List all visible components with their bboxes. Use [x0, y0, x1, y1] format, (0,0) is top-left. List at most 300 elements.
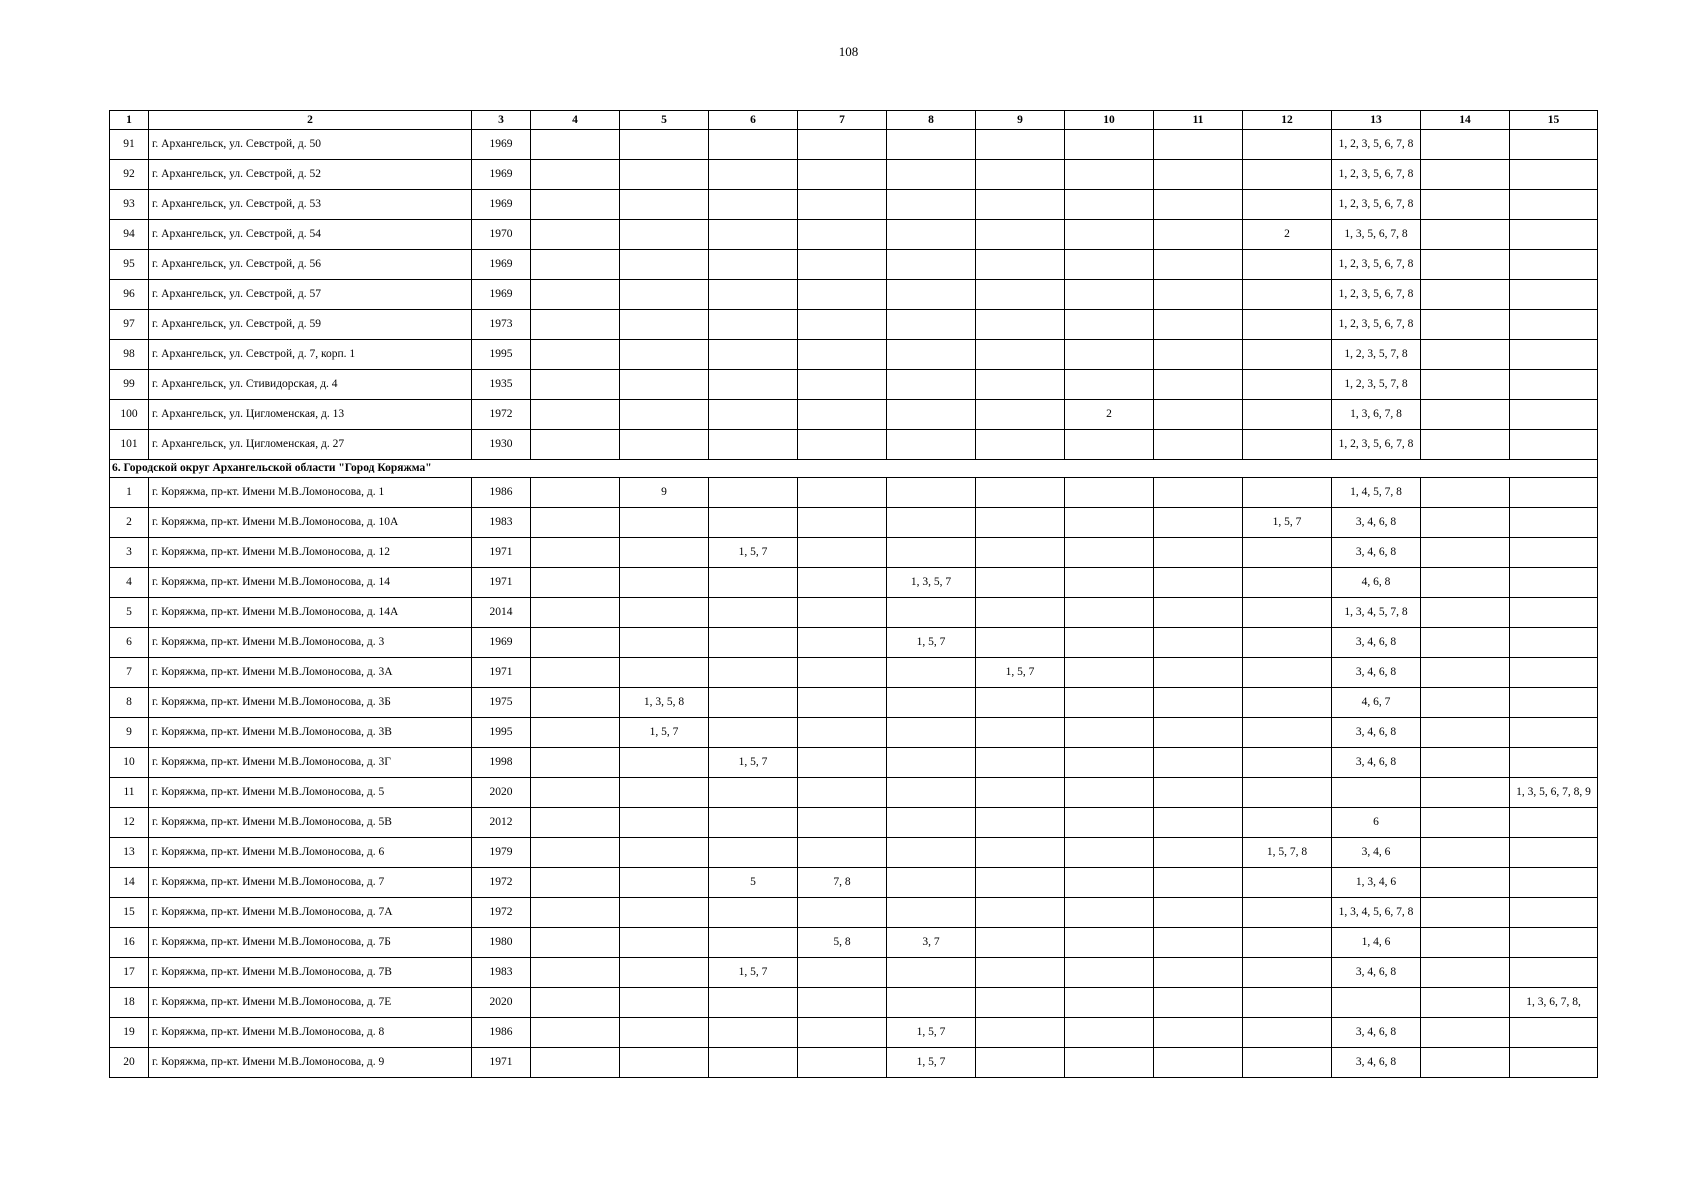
table-cell [1243, 868, 1332, 898]
table-cell [798, 958, 887, 988]
table-cell [1510, 340, 1598, 370]
table-cell [620, 538, 709, 568]
table-cell: 10 [110, 748, 149, 778]
table-cell: 3, 4, 6, 8 [1332, 1048, 1421, 1078]
table-cell: 7, 8 [798, 868, 887, 898]
table-row [110, 1048, 1598, 1078]
table-cell [531, 658, 620, 688]
table-cell: 1969 [472, 190, 531, 220]
table-cell [1065, 370, 1154, 400]
table-cell [1243, 280, 1332, 310]
table-cell: 1, 3, 4, 5, 7, 8 [1332, 598, 1421, 628]
table-cell: 12 [110, 808, 149, 838]
table-cell [1154, 538, 1243, 568]
table-cell [1510, 130, 1598, 160]
table-cell [1510, 958, 1598, 988]
table-cell [1510, 598, 1598, 628]
table-cell [798, 898, 887, 928]
table-cell [1243, 400, 1332, 430]
table-cell [531, 340, 620, 370]
table-cell: 6 [1332, 808, 1421, 838]
table-cell [1421, 808, 1510, 838]
table-cell [1065, 1048, 1154, 1078]
table-cell [1065, 808, 1154, 838]
table-cell [620, 988, 709, 1018]
table-cell [1065, 280, 1154, 310]
table-cell: 1971 [472, 568, 531, 598]
table-cell [1154, 808, 1243, 838]
table-cell: г. Архангельск, ул. Севстрой, д. 56 [149, 250, 472, 280]
table-cell [1243, 748, 1332, 778]
table-cell [709, 280, 798, 310]
table-cell: 1, 2, 3, 5, 7, 8 [1332, 340, 1421, 370]
table-cell [1243, 958, 1332, 988]
table-row [110, 190, 1598, 220]
table-cell: 1, 5, 7 [887, 1048, 976, 1078]
table-cell [798, 310, 887, 340]
table-cell [709, 370, 798, 400]
table-cell [1421, 748, 1510, 778]
table-cell: г. Коряжма, пр-кт. Имени М.В.Ломоносова, д. 1 [149, 478, 472, 508]
table-cell [798, 838, 887, 868]
table-cell [1154, 220, 1243, 250]
table-cell: 9 [110, 718, 149, 748]
table-cell [531, 748, 620, 778]
table-cell: 1, 2, 3, 5, 6, 7, 8 [1332, 280, 1421, 310]
table-cell [798, 190, 887, 220]
table-cell [709, 478, 798, 508]
table-cell: г. Архангельск, ул. Севстрой, д. 59 [149, 310, 472, 340]
table-cell [1154, 1048, 1243, 1078]
table-cell [1243, 1048, 1332, 1078]
table-cell [1154, 340, 1243, 370]
table-cell: 4, 6, 8 [1332, 568, 1421, 598]
table-cell [887, 160, 976, 190]
table-cell [1243, 928, 1332, 958]
table-cell [1065, 568, 1154, 598]
table-cell: 4 [110, 568, 149, 598]
table-cell [887, 958, 976, 988]
table-cell: 3, 4, 6 [1332, 838, 1421, 868]
table-cell [976, 898, 1065, 928]
table-cell [1154, 280, 1243, 310]
table-cell [709, 898, 798, 928]
table-cell [1421, 598, 1510, 628]
table-cell [531, 868, 620, 898]
table-cell: 92 [110, 160, 149, 190]
table-cell [531, 688, 620, 718]
table-cell: г. Коряжма, пр-кт. Имени М.В.Ломоносова, д. 9 [149, 1048, 472, 1078]
table-cell: г. Коряжма, пр-кт. Имени М.В.Ломоносова, д. 7В [149, 958, 472, 988]
table-cell [709, 250, 798, 280]
table-cell [798, 808, 887, 838]
table-cell [976, 748, 1065, 778]
table-cell [1154, 928, 1243, 958]
table-cell: 1, 2, 3, 5, 6, 7, 8 [1332, 190, 1421, 220]
column-header: 15 [1510, 111, 1598, 130]
table-cell [1065, 190, 1154, 220]
table-cell [798, 400, 887, 430]
table-cell [620, 898, 709, 928]
table-row [110, 598, 1598, 628]
table-cell [531, 838, 620, 868]
table-cell [976, 400, 1065, 430]
column-header: 5 [620, 111, 709, 130]
table-cell: 13 [110, 838, 149, 868]
table-cell [1065, 778, 1154, 808]
table-row [110, 778, 1598, 808]
table-cell [709, 130, 798, 160]
table-cell [976, 958, 1065, 988]
table-cell [1510, 280, 1598, 310]
table-cell: г. Архангельск, ул. Стивидорская, д. 4 [149, 370, 472, 400]
table-cell [709, 928, 798, 958]
section-heading-row [110, 460, 1598, 478]
table-cell [1421, 778, 1510, 808]
table-cell: 1983 [472, 958, 531, 988]
table-cell [1065, 598, 1154, 628]
table-cell [976, 628, 1065, 658]
table-cell [531, 1048, 620, 1078]
table-cell [1154, 190, 1243, 220]
table-cell [531, 130, 620, 160]
table-cell [1065, 628, 1154, 658]
table-cell: 101 [110, 430, 149, 460]
table-cell [709, 778, 798, 808]
table-cell [709, 658, 798, 688]
table-cell: 2 [1243, 220, 1332, 250]
table-cell [1332, 778, 1421, 808]
table-cell: 3, 7 [887, 928, 976, 958]
table-cell [1154, 658, 1243, 688]
table-cell [620, 190, 709, 220]
table-cell [1243, 988, 1332, 1018]
table-cell [1510, 1018, 1598, 1048]
table-cell [887, 190, 976, 220]
table-cell [620, 160, 709, 190]
table-cell [1243, 370, 1332, 400]
table-cell: 1, 5, 7 [887, 628, 976, 658]
table-cell [531, 898, 620, 928]
table-cell [1421, 838, 1510, 868]
table-header-row [110, 111, 1598, 130]
table-cell [620, 508, 709, 538]
table-cell: 1, 5, 7, 8 [1243, 838, 1332, 868]
table-cell: 2014 [472, 598, 531, 628]
table-cell [531, 160, 620, 190]
table-cell [976, 478, 1065, 508]
table-cell: 2 [110, 508, 149, 538]
page-number: 108 [838, 44, 859, 59]
table-cell [1510, 838, 1598, 868]
table-row [110, 160, 1598, 190]
table-cell [531, 958, 620, 988]
table-row [110, 688, 1598, 718]
table-cell: 97 [110, 310, 149, 340]
table-cell [1510, 478, 1598, 508]
table-cell [1154, 508, 1243, 538]
table-cell: г. Коряжма, пр-кт. Имени М.В.Ломоносова, д. 7 [149, 868, 472, 898]
table-cell: г. Коряжма, пр-кт. Имени М.В.Ломоносова, д. 7Е [149, 988, 472, 1018]
table-cell [1154, 400, 1243, 430]
table-cell [620, 280, 709, 310]
table-cell [887, 430, 976, 460]
table-cell [1510, 160, 1598, 190]
table-cell [887, 808, 976, 838]
table-row [110, 310, 1598, 340]
table-cell [976, 928, 1065, 958]
table-row [110, 478, 1598, 508]
table-cell [709, 838, 798, 868]
table-cell [887, 988, 976, 1018]
column-header: 6 [709, 111, 798, 130]
table-cell [531, 508, 620, 538]
table-cell: г. Архангельск, ул. Севстрой, д. 52 [149, 160, 472, 190]
table-cell: 14 [110, 868, 149, 898]
table-cell [709, 430, 798, 460]
table-cell [976, 1018, 1065, 1048]
table-cell [798, 778, 887, 808]
table-cell [1065, 220, 1154, 250]
table-cell [620, 808, 709, 838]
table-cell [1243, 568, 1332, 598]
table-cell: 1, 2, 3, 5, 6, 7, 8 [1332, 430, 1421, 460]
table-cell: 3, 4, 6, 8 [1332, 538, 1421, 568]
table-cell [620, 340, 709, 370]
table-cell: 1969 [472, 280, 531, 310]
table-cell: 1, 3, 4, 5, 6, 7, 8 [1332, 898, 1421, 928]
table-cell [1421, 220, 1510, 250]
table-cell: 1972 [472, 898, 531, 928]
table-cell: 1, 3, 5, 7 [887, 568, 976, 598]
table-cell [1065, 868, 1154, 898]
table-cell [531, 928, 620, 958]
table-cell [1154, 748, 1243, 778]
table-row [110, 430, 1598, 460]
table-cell [620, 220, 709, 250]
table-cell [1421, 1048, 1510, 1078]
table-cell: 1, 2, 3, 5, 6, 7, 8 [1332, 310, 1421, 340]
table-cell: 1, 5, 7 [620, 718, 709, 748]
table-cell: г. Коряжма, пр-кт. Имени М.В.Ломоносова, д. 3В [149, 718, 472, 748]
column-header: 4 [531, 111, 620, 130]
table-cell [709, 628, 798, 658]
table-cell: 1, 2, 3, 5, 6, 7, 8 [1332, 250, 1421, 280]
table-cell [798, 628, 887, 658]
table-cell [1510, 310, 1598, 340]
table-cell [1243, 598, 1332, 628]
table-cell [1065, 688, 1154, 718]
table-cell [798, 718, 887, 748]
table-cell: 1971 [472, 658, 531, 688]
table-cell [709, 688, 798, 718]
table-cell [1154, 160, 1243, 190]
table-cell [1154, 628, 1243, 658]
table-cell: г. Архангельск, ул. Севстрой, д. 7, корп. 1 [149, 340, 472, 370]
table-cell: 1979 [472, 838, 531, 868]
table-cell [798, 598, 887, 628]
table-cell [798, 160, 887, 190]
table-cell [1510, 370, 1598, 400]
table-cell [798, 280, 887, 310]
table-cell: г. Архангельск, ул. Цигломенская, д. 13 [149, 400, 472, 430]
table-cell [1421, 160, 1510, 190]
table-cell: 2020 [472, 778, 531, 808]
table-cell: 1, 2, 3, 5, 7, 8 [1332, 370, 1421, 400]
table-cell [620, 928, 709, 958]
table-cell [976, 988, 1065, 1018]
table-cell [798, 538, 887, 568]
table-cell [620, 628, 709, 658]
table-cell: 1, 3, 6, 7, 8 [1332, 400, 1421, 430]
table-cell [1154, 478, 1243, 508]
table-cell [1154, 130, 1243, 160]
table-cell: 1969 [472, 250, 531, 280]
table-cell [887, 688, 976, 718]
table-cell [531, 538, 620, 568]
table-cell: 1969 [472, 130, 531, 160]
table-cell [709, 400, 798, 430]
table-cell [709, 568, 798, 598]
table-cell [976, 598, 1065, 628]
table-cell [1243, 190, 1332, 220]
table-cell: г. Архангельск, ул. Севстрой, д. 54 [149, 220, 472, 250]
table-cell [1510, 718, 1598, 748]
table-cell [531, 718, 620, 748]
table-cell [709, 598, 798, 628]
table-cell [976, 718, 1065, 748]
table-cell [1421, 568, 1510, 598]
table-cell: 15 [110, 898, 149, 928]
table-cell: г. Коряжма, пр-кт. Имени М.В.Ломоносова, д. 12 [149, 538, 472, 568]
table-cell [620, 250, 709, 280]
table-cell [1065, 928, 1154, 958]
table-cell [1065, 958, 1154, 988]
table-cell [1065, 1018, 1154, 1048]
table-cell [1154, 250, 1243, 280]
table-cell [1154, 598, 1243, 628]
table-cell: 8 [110, 688, 149, 718]
table-cell: 16 [110, 928, 149, 958]
table-cell: 1970 [472, 220, 531, 250]
table-cell [531, 808, 620, 838]
table-cell [1421, 658, 1510, 688]
table-cell [531, 478, 620, 508]
table-cell [1243, 130, 1332, 160]
table-cell: 1975 [472, 688, 531, 718]
table-cell [1154, 1018, 1243, 1048]
column-header: 7 [798, 111, 887, 130]
table-cell [1510, 568, 1598, 598]
table-cell: 2 [1065, 400, 1154, 430]
table-cell [798, 130, 887, 160]
housing-register-table [109, 110, 1598, 1078]
table-cell [976, 160, 1065, 190]
table-cell [976, 808, 1065, 838]
table-cell [1243, 658, 1332, 688]
table-cell: г. Коряжма, пр-кт. Имени М.В.Ломоносова, д. 10А [149, 508, 472, 538]
table-cell [1243, 628, 1332, 658]
table-cell [1065, 508, 1154, 538]
table-cell [1510, 400, 1598, 430]
table-cell [976, 508, 1065, 538]
table-cell: 96 [110, 280, 149, 310]
table-cell [887, 718, 976, 748]
table-cell: 1, 2, 3, 5, 6, 7, 8 [1332, 160, 1421, 190]
table-cell [620, 598, 709, 628]
table-cell: г. Архангельск, ул. Севстрой, д. 53 [149, 190, 472, 220]
table-cell: 1983 [472, 508, 531, 538]
table-cell [1154, 958, 1243, 988]
table-cell: 1, 3, 4, 6 [1332, 868, 1421, 898]
table-row [110, 400, 1598, 430]
table-cell [976, 838, 1065, 868]
column-header: 14 [1421, 111, 1510, 130]
table-cell [1065, 838, 1154, 868]
table-cell [976, 190, 1065, 220]
table-cell [1510, 658, 1598, 688]
table-row [110, 988, 1598, 1018]
table-row [110, 568, 1598, 598]
table-cell [1510, 220, 1598, 250]
table-cell [1243, 250, 1332, 280]
column-header: 3 [472, 111, 531, 130]
table-cell: 1986 [472, 1018, 531, 1048]
table-cell [709, 718, 798, 748]
table-cell [1243, 778, 1332, 808]
table-cell [1243, 898, 1332, 928]
table-cell [1065, 478, 1154, 508]
table-cell: г. Коряжма, пр-кт. Имени М.В.Ломоносова, д. 5В [149, 808, 472, 838]
table-cell: 3, 4, 6, 8 [1332, 958, 1421, 988]
table-cell: 20 [110, 1048, 149, 1078]
table-cell [976, 130, 1065, 160]
table-cell: 3, 4, 6, 8 [1332, 748, 1421, 778]
table-cell: 1969 [472, 628, 531, 658]
table-cell [1243, 718, 1332, 748]
table-cell: г. Коряжма, пр-кт. Имени М.В.Ломоносова, д. 8 [149, 1018, 472, 1048]
table-cell [976, 868, 1065, 898]
table-cell [1421, 868, 1510, 898]
table-cell [798, 430, 887, 460]
table-row [110, 838, 1598, 868]
table-row [110, 898, 1598, 928]
table-cell: 1, 4, 6 [1332, 928, 1421, 958]
table-cell [709, 190, 798, 220]
table-cell [1243, 430, 1332, 460]
table-cell [531, 568, 620, 598]
table-row [110, 718, 1598, 748]
table-cell [976, 778, 1065, 808]
table-cell [620, 658, 709, 688]
table-cell [1154, 778, 1243, 808]
table-row [110, 340, 1598, 370]
table-cell [531, 628, 620, 658]
table-cell: 1, 3, 6, 7, 8, [1510, 988, 1598, 1018]
table-cell: г. Коряжма, пр-кт. Имени М.В.Ломоносова, д. 5 [149, 778, 472, 808]
table-cell [798, 220, 887, 250]
table-cell: 99 [110, 370, 149, 400]
table-cell [531, 1018, 620, 1048]
table-cell [1243, 340, 1332, 370]
table-cell [1421, 958, 1510, 988]
table-cell: 1, 5, 7 [709, 538, 798, 568]
table-cell [976, 688, 1065, 718]
table-cell [1065, 160, 1154, 190]
table-cell [1154, 568, 1243, 598]
table-cell [887, 130, 976, 160]
table-cell [1421, 400, 1510, 430]
